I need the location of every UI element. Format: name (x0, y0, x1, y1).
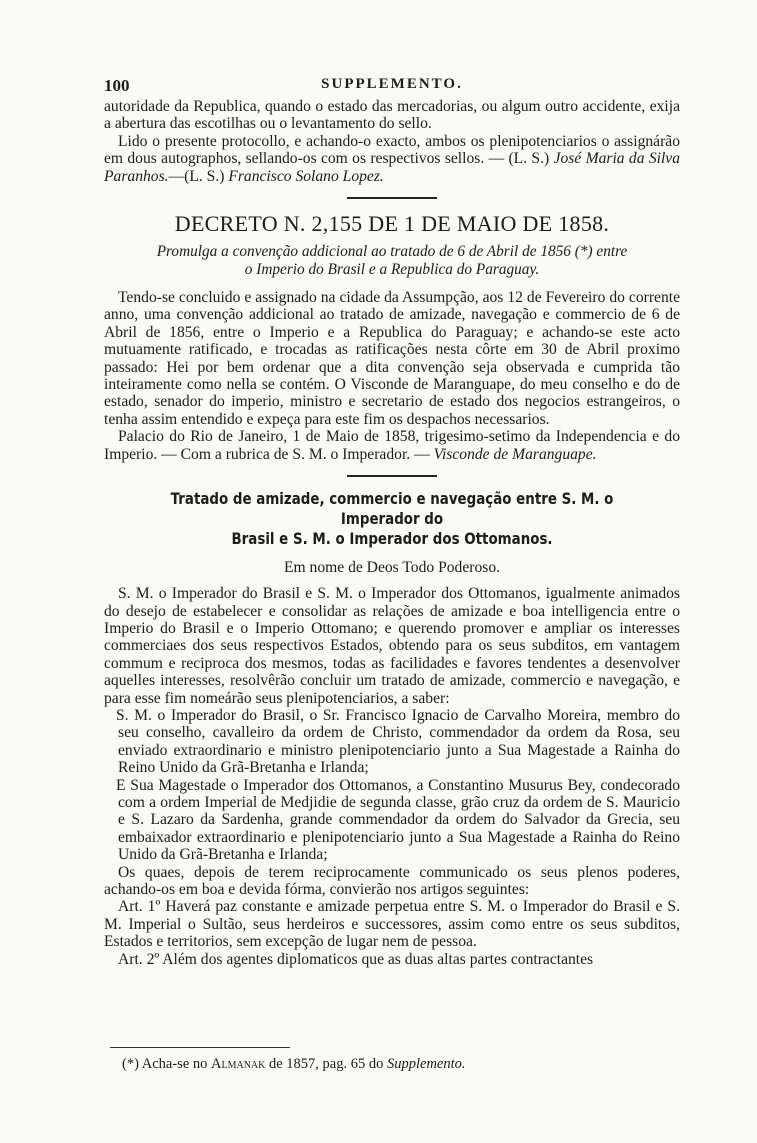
decree-subtitle (104, 243, 680, 279)
decree-closing-text: Palacio do Rio de Janeiro, 1 de Maio de 1858, trigesimo-setimo da Independencia e do Imperio. — Com a rubrica de S. M. o Imperador. — (104, 428, 680, 463)
footnote-text-2: de 1857, pag. 65 do (269, 1056, 384, 1072)
treaty-title-line2: Brasil e S. M. o Imperador dos Ottomanos. (231, 530, 553, 549)
decree-closing-paragraph (104, 428, 680, 463)
footnote (122, 1056, 466, 1073)
treaty-invocation: Em nome de Deos Todo Poderoso. (283, 559, 501, 577)
seal-mark: —(L. S.) (168, 167, 225, 185)
treaty-article-1: Art. 1º Haverá paz constante e amizade perpetua entre S. M. o Imperador do Brasil e S. M. Imperial o Sultão, seus herdeiros e successores, assim como entre os seus subditos, Estados e territorios, sem excepção de lugar nem de pessoa. (104, 898, 680, 951)
page-number: 100 (104, 76, 130, 95)
decree-subtitle-line1: Promulga a convenção addicional ao tratado de 6 de Abril de 1856 (*) entre (156, 243, 628, 261)
section-divider (347, 197, 437, 199)
decree-subtitle-line2: o Imperio do Brasil e a Republica do Paraguay. (244, 261, 540, 279)
treaty-title (144, 489, 639, 549)
page-header (104, 76, 680, 98)
footnote-rule (110, 1047, 290, 1048)
footnote-supplemento: Supplemento. (387, 1056, 466, 1072)
treaty-plenipotentiary-ottoman: E Sua Magestade o Imperador dos Ottomanos, a Constantino Musurus Bey, condecorado com a ordem Imperial de Medjidie de segunda classe, grão cruz da ordem de S. Mauricio e S. Lazaro da Sardenha, grande commendador da ordem do Salvador da Grecia, seu embaixador extraordinario e plenipotenciario junto a Sua Magestade a Rainha do Reino Unido da Grã-Bretanha e Irlanda; (116, 776, 680, 864)
protocol-signature-paragraph (104, 133, 680, 185)
treaty-article-2: Art. 2º Além dos agentes diplomaticos que as duas altas partes contractantes (118, 950, 594, 968)
page-body (104, 76, 680, 968)
footnote-almanak: Almanak (211, 1056, 266, 1072)
treaty-title-line1: Tratado de amizade, commercio e navegação entre S. M. o Imperador do (170, 490, 614, 529)
footnote-mark: (*) (122, 1056, 139, 1072)
protocol-closing-paragraph: autoridade da Republica, quando o estado das mercadorias, ou algum outro accidente, exija a abertura das escotilhas ou o levantamento do sello. (104, 98, 680, 133)
signatory-lopez: Francisco Solano Lopez. (228, 167, 384, 185)
footnote-text-1: Acha-se no (141, 1056, 208, 1072)
decree-paragraph: Tendo-se concluido e assignado na cidade da Assumpção, aos 12 de Fevereiro do corrente anno, uma convenção addicional ao tratado de amizade, navegação e commercio de 6 de Abril de 1856, entre o Imperio e a Republica do Paraguay; e achando-se este acto mutuamente ratificado, e trocadas as ratificações nesta côrte em 30 de Abril proximo passado: Hei por bem ordenar que a dita convenção seja observada e cumprida tão inteiramente como nella se contém. O Visconde de Maranguape, do meu conselho e do de estado, senador do imperio, ministro e secretario de estado dos negocios estrangeiros, o tenha assim entendido e expeça para este fim os despachos necessarios. (104, 289, 680, 428)
decree-title: DECRETO N. 2,155 DE 1 DE MAIO DE 1858. (174, 211, 610, 237)
decree-signatory: Visconde de Maranguape. (433, 445, 597, 463)
treaty-preamble: S. M. o Imperador do Brasil e S. M. o Imperador dos Ottomanos, igualmente animados do desejo de estabelecer e consolidar as relações de amizade e boa intelligencia entre o Imperio do Brasil e o Imperio Ottomano; e querendo promover e ampliar os interesses commerciaes dos seus respectivos Estados, obtendo para os seus subditos, em vantagem commum e reciproca dos mesmos, todas as facilidades e favores tendentes a desenvolver aquelles interesses, resolvêrão concluir um tratado de amizade, commercio e navegação, e para esse fim nomeárão seus plenipotenciarios, a saber: (104, 585, 680, 707)
protocol-text: Lido o presente protocollo, e achando-o exacto, ambos os plenipotenciarios o assignárão em dous autographos, sellando-os com os respectivos sellos. — (L. S.) (104, 132, 680, 168)
treaty-plenipotentiary-brazil: S. M. o Imperador do Brasil, o Sr. Francisco Ignacio de Carvalho Moreira, membro do seu conselho, cavalleiro da ordem de Christo, commendador da ordem da Rosa, seu enviado extraordinario e ministro plenipotenciario junto a Sua Magestade a Rainha do Reino Unido da Grã-Bretanha e Irlanda; (116, 706, 680, 777)
section-divider (347, 475, 437, 477)
running-title: SUPPLEMENTO. (321, 76, 463, 92)
signatory-paranhos: José Maria da Silva Paranhos. (104, 150, 681, 185)
treaty-agreement: Os quaes, depois de terem reciprocamente communicado os seus plenos poderes, achando-os em boa e devida fórma, convierão nos artigos seguintes: (104, 863, 680, 898)
